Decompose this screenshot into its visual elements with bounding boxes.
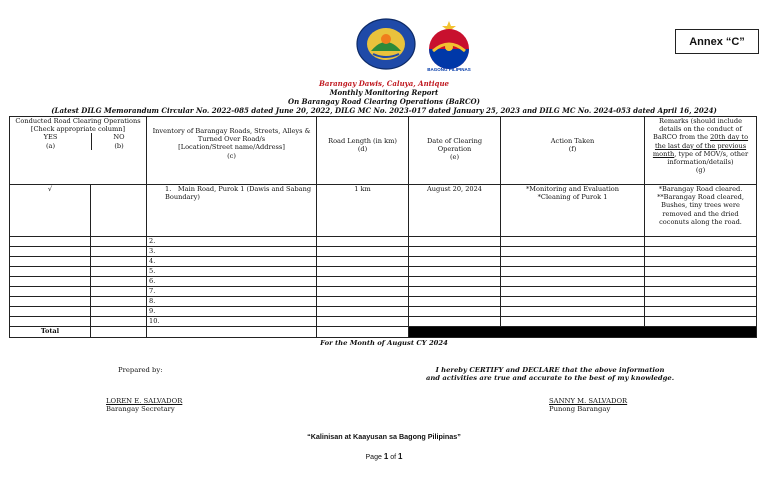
table-row [10, 185, 757, 237]
table-row: 5. [10, 267, 757, 277]
annex-label: Annex “C” [675, 29, 759, 54]
table-row: 8. [10, 297, 757, 307]
report-title: Monthly Monitoring Report [329, 88, 439, 97]
header-road-length: Road Length (in km) (d) [317, 117, 409, 185]
header-no: NO [113, 133, 125, 142]
page-number: Page 1 of 1 [365, 452, 403, 461]
table-row: 3. [10, 247, 757, 257]
table-row: 6. [10, 277, 757, 287]
signer-signature [549, 397, 627, 413]
header-action: Action Taken (f) [501, 117, 645, 185]
bagong-pilipinas-caption: BAGONG PILIPINAS [427, 67, 471, 72]
prepared-by-label: Prepared by: [118, 366, 163, 374]
cell-inventory: 1. Main Road, Purok 1 (Dawis and Sabang Boundary) [147, 185, 317, 237]
table-row: 10. [10, 317, 757, 327]
cell-length: 1 km [317, 185, 409, 237]
header-date: Date of Clearing Operation (e) [409, 117, 501, 185]
report-month: For the Month of August CY 2024 [320, 339, 448, 347]
cell-no [91, 185, 147, 237]
table-row: 7. [10, 287, 757, 297]
preparer-signature [106, 397, 182, 413]
memorandum-reference: (Latest DILG Memorandum Circular No. 2022-085 dated June 20, 2022, DILG MC No. 2023-017 dated January 25, 2023 and DILG MC No. 2024-053 dated April 16, 2024) [51, 106, 717, 115]
preparer-name: LOREN E. SALVADOR [106, 397, 183, 405]
signer-name: SANNY M. SALVADOR [549, 397, 628, 405]
cell-date: August 20, 2024 [409, 185, 501, 237]
barangay-name: Barangay Dawis, Caluya, Antique [319, 79, 449, 88]
header-conducted: Conducted Road Clearing Operations [Check appropriate column] YES (a) NO (b) [10, 117, 147, 185]
preparer-title: Barangay Secretary [106, 405, 175, 413]
barangay-seal-logo [355, 17, 417, 71]
table-row: 2. [10, 237, 757, 247]
barco-table [9, 116, 757, 338]
report-subtitle: On Barangay Road Clearing Operations (BaRCO) [288, 97, 480, 106]
header-remarks: Remarks (should include details on the conduct of BaRCO from the 20th day to the last day of the previous month, type of MOV/s, other information/details) (g) [645, 117, 757, 185]
total-blackout [409, 327, 757, 338]
header-inventory: Inventory of Barangay Roads, Streets, Alleys & Turned Over Road/s [Location/Street name/Address] (c) [147, 117, 317, 185]
header-yes: YES [43, 133, 58, 142]
signer-title: Punong Barangay [549, 405, 611, 413]
certification-statement: I hereby CERTIFY and DECLARE that the above information and activities are true and accurate to the best of my knowledge. [425, 366, 675, 382]
total-row [10, 327, 757, 338]
total-label: Total [10, 327, 91, 338]
table-row: 9. [10, 307, 757, 317]
cell-yes: √ [10, 185, 91, 237]
cell-remarks: *Barangay Road cleared. **Barangay Road cleared, Bushes, tiny trees were removed and the dried coconuts along the road. [645, 185, 757, 237]
slogan: “Kalinisan at Kaayusan sa Bagong Pilipinas” [307, 432, 461, 441]
table-row: 4. [10, 257, 757, 267]
cell-action: *Monitoring and Evaluation *Cleaning of Purok 1 [501, 185, 645, 237]
table-header-row [10, 117, 757, 185]
